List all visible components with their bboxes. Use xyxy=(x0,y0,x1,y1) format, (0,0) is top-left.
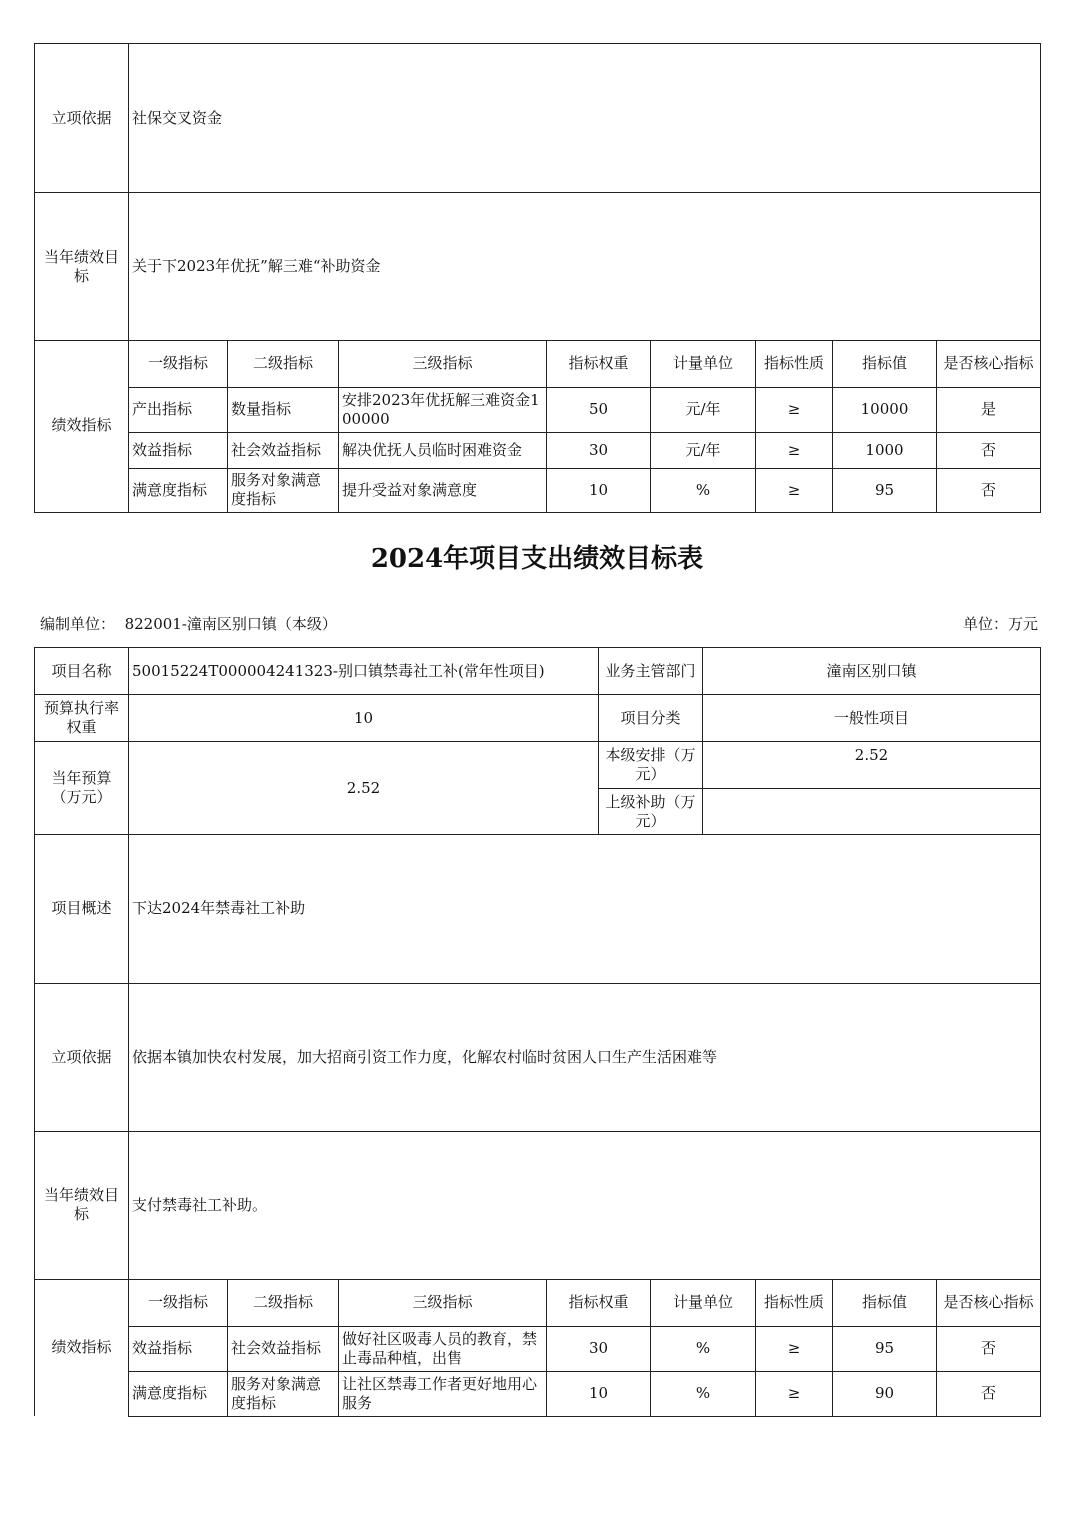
indicator-cell: 满意度指标 xyxy=(129,1371,228,1416)
summary-label: 项目概述 xyxy=(35,834,129,983)
indicator-cell: 95 xyxy=(833,468,937,512)
indicator-cell: 30 xyxy=(547,1326,651,1371)
summary-value: 下达2024年禁毒社工补助 xyxy=(129,834,1041,983)
indicator-cell: 数量指标 xyxy=(228,387,339,432)
local-value: 2.52 xyxy=(703,742,1041,789)
indicator-cell: % xyxy=(651,1326,756,1371)
compiling-unit-value: 822001-潼南区别口镇（本级） xyxy=(124,615,337,633)
goal-label: 当年绩效目标 xyxy=(35,1131,129,1279)
indicator-cell: 安排2023年优抚解三难资金100000 xyxy=(339,387,547,432)
perf-label: 绩效指标 xyxy=(35,1279,129,1416)
compiling-unit xyxy=(40,613,337,634)
indicator-cell: 元/年 xyxy=(651,432,756,468)
prev-info-table xyxy=(34,43,1041,341)
column-header: 是否核心指标 xyxy=(937,340,1041,387)
local-label: 本级安排（万元） xyxy=(599,742,703,789)
table-row xyxy=(35,387,1041,432)
project-perf-table xyxy=(34,1279,1041,1417)
column-header: 三级指标 xyxy=(339,1279,547,1326)
indicator-cell: ≥ xyxy=(756,387,833,432)
rate-value: 10 xyxy=(129,695,599,742)
indicator-cell: 10000 xyxy=(833,387,937,432)
indicator-cell: 30 xyxy=(547,432,651,468)
indicator-cell: ≥ xyxy=(756,432,833,468)
indicator-cell: 做好社区吸毒人员的教育，禁止毒品种植，出售 xyxy=(339,1326,547,1371)
table-row xyxy=(35,432,1041,468)
indicator-cell: 社会效益指标 xyxy=(228,432,339,468)
indicator-cell: ≥ xyxy=(756,1371,833,1416)
table-row xyxy=(35,468,1041,512)
column-header: 二级指标 xyxy=(228,1279,339,1326)
indicator-cell: % xyxy=(651,468,756,512)
indicator-cell: 效益指标 xyxy=(129,432,228,468)
indicator-cell: 服务对象满意度指标 xyxy=(228,468,339,512)
goal-label: 当年绩效目标 xyxy=(35,193,129,341)
column-header: 计量单位 xyxy=(651,1279,756,1326)
prev-perf-table xyxy=(34,340,1041,513)
basis-label: 立项依据 xyxy=(35,983,129,1131)
indicator-cell: 50 xyxy=(547,387,651,432)
indicator-cell: 否 xyxy=(937,432,1041,468)
rate-label: 预算执行率权重 xyxy=(35,695,129,742)
budget-label: 当年预算（万元） xyxy=(35,742,129,835)
indicator-cell: 满意度指标 xyxy=(129,468,228,512)
basis-label: 立项依据 xyxy=(35,44,129,193)
column-header: 是否核心指标 xyxy=(937,1279,1041,1326)
column-header: 指标权重 xyxy=(547,1279,651,1326)
indicator-cell: % xyxy=(651,1371,756,1416)
column-header: 三级指标 xyxy=(339,340,547,387)
currency-unit: 单位：万元 xyxy=(962,615,1038,633)
compiling-unit-label: 编制单位： xyxy=(40,615,116,633)
indicator-cell: 1000 xyxy=(833,432,937,468)
column-header: 指标值 xyxy=(833,1279,937,1326)
indicator-cell: 服务对象满意度指标 xyxy=(228,1371,339,1416)
indicator-cell: 让社区禁毒工作者更好地用心服务 xyxy=(339,1371,547,1416)
goal-value: 关于下2023年优抚”解三难“补助资金 xyxy=(129,193,1041,341)
indicator-cell: 产出指标 xyxy=(129,387,228,432)
indicator-cell: 社会效益指标 xyxy=(228,1326,339,1371)
dept-value: 潼南区别口镇 xyxy=(703,648,1041,695)
indicator-cell: 否 xyxy=(937,468,1041,512)
budget-value: 2.52 xyxy=(129,742,599,835)
indicator-cell: ≥ xyxy=(756,468,833,512)
column-header: 一级指标 xyxy=(129,1279,228,1326)
indicator-cell: 否 xyxy=(937,1326,1041,1371)
table-row xyxy=(35,1371,1041,1416)
perf-label: 绩效指标 xyxy=(35,340,129,512)
name-label: 项目名称 xyxy=(35,648,129,695)
column-header: 指标值 xyxy=(833,340,937,387)
column-header: 指标性质 xyxy=(756,1279,833,1326)
column-header: 指标权重 xyxy=(547,340,651,387)
column-header: 二级指标 xyxy=(228,340,339,387)
page-title: 2024年项目支出绩效目标表 xyxy=(370,544,704,574)
indicator-cell: ≥ xyxy=(756,1326,833,1371)
upper-label: 上级补助（万元） xyxy=(599,789,703,835)
project-desc-table xyxy=(34,834,1041,1280)
column-header: 计量单位 xyxy=(651,340,756,387)
indicator-cell: 是 xyxy=(937,387,1041,432)
dept-label: 业务主管部门 xyxy=(599,648,703,695)
category-label: 项目分类 xyxy=(599,695,703,742)
indicator-cell: 元/年 xyxy=(651,387,756,432)
indicator-cell: 效益指标 xyxy=(129,1326,228,1371)
upper-value xyxy=(703,789,1041,835)
indicator-cell: 90 xyxy=(833,1371,937,1416)
header-row xyxy=(35,340,1041,387)
header-row xyxy=(35,1279,1041,1326)
indicator-cell: 10 xyxy=(547,1371,651,1416)
basis-value: 依据本镇加快农村发展，加大招商引资工作力度，化解农村临时贫困人口生产生活困难等 xyxy=(129,983,1041,1131)
indicator-cell: 解决优抚人员临时困难资金 xyxy=(339,432,547,468)
goal-value: 支付禁毒社工补助。 xyxy=(129,1131,1041,1279)
indicator-cell: 否 xyxy=(937,1371,1041,1416)
name-value: 50015224T000004241323-别口镇禁毒社工补(常年性项目) xyxy=(129,648,599,695)
indicator-cell: 95 xyxy=(833,1326,937,1371)
indicator-cell: 10 xyxy=(547,468,651,512)
category-value: 一般性项目 xyxy=(703,695,1041,742)
indicator-cell: 提升受益对象满意度 xyxy=(339,468,547,512)
column-header: 一级指标 xyxy=(129,340,228,387)
column-header: 指标性质 xyxy=(756,340,833,387)
project-info-table xyxy=(34,647,1041,835)
basis-value: 社保交叉资金 xyxy=(129,44,1041,193)
table-row xyxy=(35,1326,1041,1371)
